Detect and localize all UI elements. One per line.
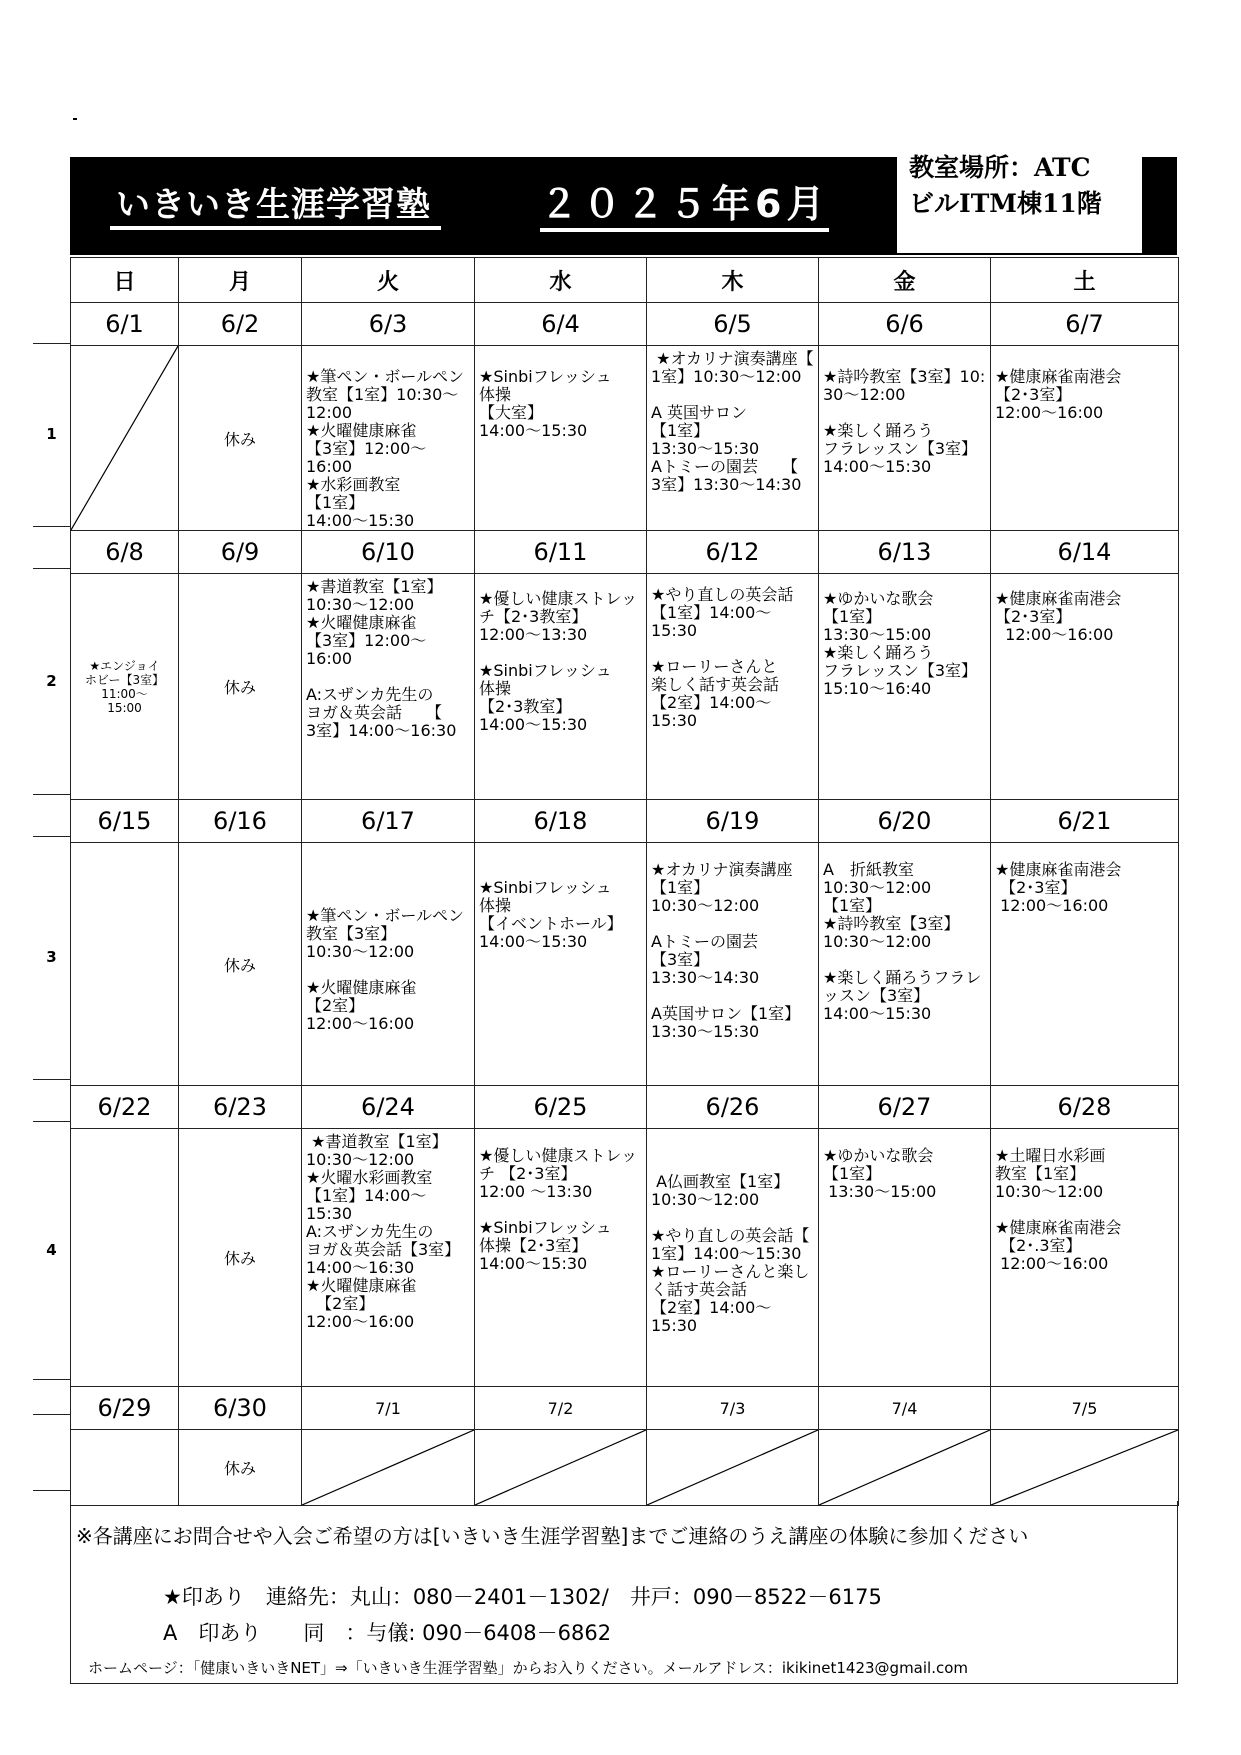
- empty-cell: [647, 1430, 819, 1506]
- date-cell: 7/1: [302, 1387, 475, 1430]
- date-cell: 6/26: [647, 1086, 819, 1129]
- date-cell: 6/28: [991, 1086, 1179, 1129]
- weekday-sat: 土: [991, 258, 1179, 303]
- date-cell: 6/4: [475, 303, 647, 346]
- empty-cell: [819, 1430, 991, 1506]
- date-cell: 6/18: [475, 800, 647, 843]
- event-cell: [819, 843, 991, 1086]
- date-cell: 6/3: [302, 303, 475, 346]
- event-cell: [991, 574, 1179, 800]
- event-text: ★Sinbiフレッシュ 体操 【大室】 14:00～15:30: [479, 367, 612, 440]
- empty-cell: [475, 1430, 647, 1506]
- weekday-sun: 日: [71, 258, 179, 303]
- event-text: ★健康麻雀南港会 【2･3室】 12:00～16:00: [995, 589, 1122, 644]
- event-row: [71, 574, 1179, 800]
- empty-cell: [71, 1129, 179, 1387]
- event-cell: [991, 1129, 1179, 1387]
- date-cell: 6/24: [302, 1086, 475, 1129]
- date-cell: 6/17: [302, 800, 475, 843]
- side-spacer: [33, 794, 70, 837]
- side-spacer: [33, 1079, 70, 1122]
- week-label: 4: [33, 1121, 70, 1380]
- event-cell: [647, 1129, 819, 1387]
- empty-cell: [302, 1430, 475, 1506]
- event-cell: [71, 574, 179, 800]
- date-cell: 6/22: [71, 1086, 179, 1129]
- date-cell: 6/15: [71, 800, 179, 843]
- event-row: [71, 1430, 1179, 1506]
- event-cell: [302, 1129, 475, 1387]
- calendar-table: [70, 257, 1179, 1506]
- event-cell: [302, 574, 475, 800]
- date-cell: 6/20: [819, 800, 991, 843]
- holiday-cell: 休み: [179, 574, 302, 800]
- date-cell: 7/3: [647, 1387, 819, 1430]
- event-text: ★健康麻雀南港会 【2･3室】 12:00～16:00: [995, 860, 1122, 915]
- date-cell: 7/5: [991, 1387, 1179, 1430]
- event-text: A仏画教室【1室】 10:30～12:00 ★やり直しの英会話【 1室】14:00～15:30 ★ローリーさんと楽し く話す英会話 【2室】14:00～15:30: [651, 1172, 810, 1335]
- event-cell: [647, 843, 819, 1086]
- event-text: ★書道教室【1室】 10:30～12:00 ★火曜水彩画教室 【1室】14:00～ 15:30 A:スザンカ先生の ヨガ＆英会話【3室】 14:00～16:30 ★火曜健康麻雀 【2室】 12:00～16:00: [306, 1132, 461, 1331]
- event-text: ★健康麻雀南港会 【2･3室】 12:00～16:00: [995, 367, 1122, 422]
- side-spacer: [33, 1379, 70, 1415]
- empty-cell: [991, 1430, 1179, 1506]
- strike-line: [647, 1430, 818, 1505]
- footer-box: [70, 1501, 1178, 1684]
- event-text: ★土曜日水彩画 教室【1室】 10:30～12:00 ★健康麻雀南港会 【2･.3室】 12:00～16:00: [995, 1146, 1122, 1273]
- date-cell: 6/5: [647, 303, 819, 346]
- event-text: ★筆ペン・ボールペン 教室【3室】 10:30～12:00 ★火曜健康麻雀 【2室】 12:00～16:00: [306, 906, 465, 1033]
- side-spacer: [33, 1414, 70, 1491]
- event-cell: [302, 346, 475, 531]
- event-text: ★詩吟教室【3室】10: 30～12:00 ★楽しく踊ろう フラレッスン【3室】 14:00～15:30: [823, 367, 986, 476]
- date-cell: 6/21: [991, 800, 1179, 843]
- week-label: 3: [33, 836, 70, 1080]
- holiday-cell: 休み: [179, 346, 302, 531]
- event-text: ★エンジョイ ホビー【3室】 11:00～ 15:00: [84, 658, 165, 715]
- weekday-wed: 水: [475, 258, 647, 303]
- event-text: ★ゆかいな歌会 【1室】 13:30～15:00 ★楽しく踊ろう フラレッスン【3室】 15:10～16:40: [823, 589, 978, 698]
- event-cell: [475, 843, 647, 1086]
- event-text: ★オカリナ演奏講座【 1室】10:30～12:00 A 英国サロン 【1室】 13:30～15:30 Aトミーの園芸 【 3室】13:30～14:30: [651, 349, 814, 494]
- weekday-thu: 木: [647, 258, 819, 303]
- empty-cell: [71, 843, 179, 1086]
- event-cell: [647, 574, 819, 800]
- weekday-tue: 火: [302, 258, 475, 303]
- week-label: 1: [33, 343, 70, 527]
- event-text: ★やり直しの英会話 【1室】14:00～15:30 ★ローリーさんと 楽しく話す英会話 【2室】14:00～15:30: [651, 585, 794, 730]
- event-cell: [991, 346, 1179, 531]
- strike-line: [475, 1430, 646, 1505]
- date-cell: 6/29: [71, 1387, 179, 1430]
- location-line-2: ビルITM棟11階: [909, 189, 1102, 218]
- date-cell: 6/6: [819, 303, 991, 346]
- date-cell: 6/23: [179, 1086, 302, 1129]
- event-row: [71, 1129, 1179, 1387]
- event-cell: [475, 1129, 647, 1387]
- event-row: [71, 346, 1179, 531]
- page-title: いきいき生涯学習塾: [110, 177, 441, 230]
- date-row: [71, 531, 1179, 574]
- strike-line: [302, 1430, 474, 1505]
- empty-cell: [71, 1430, 179, 1506]
- date-cell: 6/8: [71, 531, 179, 574]
- footer-contact-a: A 印あり 同 ：与儀: 090－6408－6862: [163, 1621, 612, 1645]
- event-cell: [819, 574, 991, 800]
- event-text: ★書道教室【1室】 10:30～12:00 ★火曜健康麻雀 【3室】12:00～16:00 A:スザンカ先生の ヨガ＆英会話 【 3室】14:00～16:30: [306, 577, 457, 740]
- date-cell: 6/14: [991, 531, 1179, 574]
- event-cell: [991, 843, 1179, 1086]
- event-text: ★筆ペン・ボールペン 教室【1室】10:30～ 12:00 ★火曜健康麻雀 【3室】12:00～16:00 ★水彩画教室 【1室】 14:00～15:30: [306, 367, 465, 530]
- date-cell: 6/2: [179, 303, 302, 346]
- date-cell: 6/25: [475, 1086, 647, 1129]
- event-cell: [647, 346, 819, 531]
- event-row: [71, 843, 1179, 1086]
- location-box: [897, 150, 1142, 253]
- event-text: ★優しい健康ストレッ チ【2･3教室】 12:00～13:30 ★Sinbiフレッシュ 体操 【2･3教室】 14:00～15:30: [479, 589, 638, 734]
- date-cell: 6/10: [302, 531, 475, 574]
- holiday-cell: 休み: [179, 1129, 302, 1387]
- weekday-mon: 月: [179, 258, 302, 303]
- date-cell: 6/27: [819, 1086, 991, 1129]
- holiday-cell: 休み: [179, 843, 302, 1086]
- strike-line: [819, 1430, 990, 1505]
- event-text: ★オカリナ演奏講座 【1室】 10:30～12:00 Aトミーの園芸 【3室】 13:30～14:30 A英国サロン【1室】 13:30～15:30: [651, 860, 801, 1041]
- date-cell: 6/7: [991, 303, 1179, 346]
- week-label: 2: [33, 568, 70, 795]
- date-cell: 6/12: [647, 531, 819, 574]
- date-cell: 6/11: [475, 531, 647, 574]
- event-text: ★Sinbiフレッシュ 体操 【イベントホール】 14:00～15:30: [479, 878, 623, 951]
- event-text: ★優しい健康ストレッ チ 【2･3室】 12:00 ～13:30 ★Sinbiフレッシュ 体操【2･3室】 14:00～15:30: [479, 1146, 638, 1273]
- date-cell: 6/13: [819, 531, 991, 574]
- date-row: [71, 1086, 1179, 1129]
- date-cell: 6/1: [71, 303, 179, 346]
- event-cell: [819, 346, 991, 531]
- date-cell: 6/16: [179, 800, 302, 843]
- date-cell: 6/19: [647, 800, 819, 843]
- date-row: [71, 303, 1179, 346]
- stray-mark: [73, 118, 77, 120]
- weekday-fri: 金: [819, 258, 991, 303]
- event-text: ★ゆかいな歌会 【1室】 13:30～15:00: [823, 1146, 937, 1201]
- event-cell: [475, 346, 647, 531]
- footer-homepage: ホームページ：「健康いきいきNET」⇒「いきいき生涯学習塾」からお入りください。メールアドレス：ikikinet1423@gmail.com: [88, 1659, 969, 1677]
- date-row: [71, 800, 1179, 843]
- event-text: A 折紙教室 10:30～12:00 【1室】 ★詩吟教室【3室】 10:30～12:00 ★楽しく踊ろうフラレ ッスン【3室】 14:00～15:30: [823, 860, 982, 1023]
- side-spacer: [33, 301, 70, 344]
- strike-line: [991, 1430, 1178, 1505]
- footer-notice: ※各講座にお問合せや入会ご希望の方は[いきいき生涯学習塾]までご連絡のうえ講座の体験に参加ください: [76, 1524, 1029, 1548]
- event-cell: [475, 574, 647, 800]
- side-spacer: [33, 526, 70, 569]
- date-row: [71, 1387, 1179, 1430]
- week-label-column: [33, 257, 70, 1501]
- event-cell: [302, 843, 475, 1086]
- footer-contact-star: ★印あり 連絡先：丸山：080－2401－1302/ 井戸：090－8522－6175: [163, 1585, 882, 1609]
- event-cell: [819, 1129, 991, 1387]
- date-cell: 6/9: [179, 531, 302, 574]
- date-cell: 7/2: [475, 1387, 647, 1430]
- date-cell: 7/4: [819, 1387, 991, 1430]
- strike-line: [71, 346, 178, 530]
- empty-cell: [71, 346, 179, 531]
- weekday-header-row: [71, 258, 1179, 303]
- holiday-cell: 休み: [179, 1430, 302, 1506]
- date-cell: 6/30: [179, 1387, 302, 1430]
- month-title: ２０２５年6月: [540, 173, 829, 232]
- location-line-1: 教室場所：ATC: [909, 153, 1091, 182]
